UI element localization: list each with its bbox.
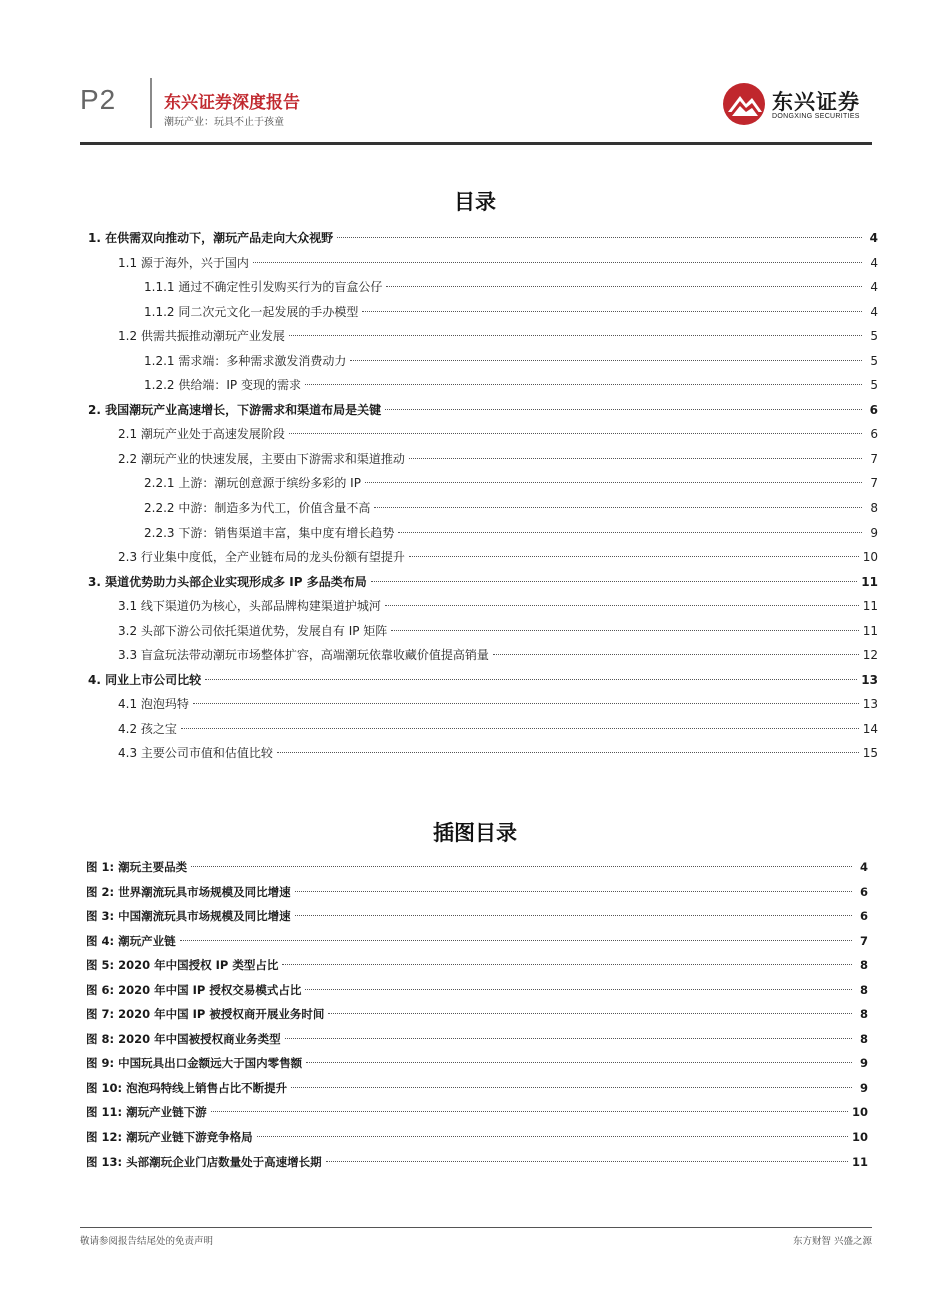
toc-entry[interactable]: [88, 643, 878, 668]
figure-entry[interactable]: [86, 1150, 868, 1175]
dot-leader: [295, 915, 852, 916]
dot-leader: [374, 507, 862, 508]
toc-entry[interactable]: [88, 398, 878, 423]
toc-entry-label: 1.1.2 同二次元文化一起发展的手办模型: [144, 300, 360, 325]
toc-list: [88, 226, 878, 766]
figure-entry-page: 8: [859, 958, 868, 973]
toc-entry-label: 1.1.1 通过不确定性引发购买行为的盲盒公仔: [144, 275, 384, 300]
toc-entry-page: 5: [870, 329, 878, 344]
page-header: [80, 74, 872, 146]
toc-entry-label: 1.2.1 需求端：多种需求激发消费动力: [144, 349, 348, 374]
toc-entry[interactable]: [88, 692, 878, 717]
toc-entry[interactable]: [88, 324, 878, 349]
toc-entry[interactable]: [88, 349, 878, 374]
dot-leader: [328, 1013, 852, 1014]
dot-leader: [291, 1087, 852, 1088]
toc-entry[interactable]: [88, 275, 878, 300]
figure-entry-label: 图 12: 潮玩产业链下游竞争格局: [86, 1125, 255, 1150]
dot-leader: [305, 989, 852, 990]
toc-entry[interactable]: [88, 300, 878, 325]
logo-text: 东兴证券: [772, 90, 860, 114]
dot-leader: [385, 409, 862, 410]
figure-entry-label: 图 8: 2020 年中国被授权商业务类型: [86, 1027, 283, 1052]
toc-entry-page: 7: [870, 476, 878, 491]
toc-entry[interactable]: [88, 447, 878, 472]
dot-leader: [295, 891, 852, 892]
dot-leader: [257, 1136, 848, 1137]
toc-entry-label: 2.2 潮玩产业的快速发展，主要由下游需求和渠道推动: [118, 447, 407, 472]
toc-entry-label: 3.1 线下渠道仍为核心，头部品牌构建渠道护城河: [118, 594, 383, 619]
toc-entry-label: 1.2.2 供给端：IP 变现的需求: [144, 373, 303, 398]
figure-entry[interactable]: [86, 855, 868, 880]
toc-entry-page: 4: [869, 231, 878, 245]
figure-entry-page: 6: [859, 909, 868, 924]
toc-entry-label: 4.2 孩之宝: [118, 717, 179, 742]
toc-entry[interactable]: [88, 545, 878, 570]
figure-entry-page: 10: [851, 1105, 868, 1120]
toc-entry[interactable]: [88, 570, 878, 595]
figure-entry-page: 8: [859, 1007, 868, 1022]
logo-mark-icon: [722, 82, 766, 126]
figure-entry-label: 图 13: 头部潮玩企业门店数量处于高速增长期: [86, 1150, 324, 1175]
toc-entry[interactable]: [88, 521, 878, 546]
dot-leader: [398, 532, 862, 533]
figure-entry[interactable]: [86, 904, 868, 929]
toc-entry-page: 11: [862, 599, 878, 614]
logo-english: DONGXING SECURITIES: [772, 113, 860, 120]
dot-leader: [306, 1062, 852, 1063]
figure-entry[interactable]: [86, 1125, 868, 1150]
toc-entry-label: 1.2 供需共振推动潮玩产业发展: [118, 324, 287, 349]
figure-entry-label: 图 2: 世界潮流玩具市场规模及同比增速: [86, 880, 293, 905]
toc-entry-page: 10: [862, 550, 878, 565]
dot-leader: [337, 237, 862, 238]
figure-list: [86, 855, 868, 1174]
toc-entry-label: 2.3 行业集中度低，全产业链布局的龙头份额有望提升: [118, 545, 407, 570]
figure-entry-label: 图 7: 2020 年中国 IP 被授权商开展业务时间: [86, 1002, 326, 1027]
figure-entry-label: 图 5: 2020 年中国授权 IP 类型占比: [86, 953, 280, 978]
toc-entry-label: 4.3 主要公司市值和估值比较: [118, 741, 275, 766]
toc-entry[interactable]: [88, 717, 878, 742]
toc-entry-label: 2.2.2 中游：制造多为代工，价值含量不高: [144, 496, 372, 521]
figure-entry-label: 图 3: 中国潮流玩具市场规模及同比增速: [86, 904, 293, 929]
toc-entry-label: 3.3 盲盒玩法带动潮玩市场整体扩容，高端潮玩依靠收藏价值提高销量: [118, 643, 491, 668]
dot-leader: [409, 556, 859, 557]
dot-leader: [371, 581, 858, 582]
toc-entry-page: 9: [870, 525, 878, 540]
toc-entry-page: 13: [861, 672, 878, 687]
toc-entry-page: 4: [870, 280, 878, 295]
dot-leader: [365, 482, 862, 483]
toc-entry-page: 13: [862, 697, 878, 712]
report-subtitle: 潮玩产业：玩具不止于孩童: [164, 117, 284, 128]
toc-entry-label: 3.2 头部下游公司依托渠道优势，发展自有 IP 矩阵: [118, 619, 389, 644]
toc-entry-page: 6: [870, 427, 878, 442]
figure-entry-page: 9: [859, 1080, 868, 1095]
figure-entry[interactable]: [86, 1076, 868, 1101]
footer-disclaimer: 敬请参阅报告结尾处的免责声明: [80, 1236, 214, 1247]
figure-entry-page: 9: [859, 1056, 868, 1071]
toc-entry-page: 14: [862, 721, 878, 736]
dot-leader: [253, 262, 862, 263]
toc-entry[interactable]: [88, 471, 878, 496]
dot-leader: [391, 630, 858, 631]
figure-entry[interactable]: [86, 929, 868, 954]
company-logo: [722, 80, 872, 128]
report-title: 东兴证券深度报告: [164, 93, 300, 113]
figure-entry[interactable]: [86, 1027, 868, 1052]
figure-entry[interactable]: [86, 880, 868, 905]
dot-leader: [289, 433, 862, 434]
dot-leader: [180, 940, 852, 941]
dot-leader: [326, 1161, 848, 1162]
dot-leader: [493, 654, 859, 655]
dot-leader: [282, 964, 852, 965]
dot-leader: [205, 679, 857, 680]
toc-entry-page: 6: [869, 402, 878, 417]
toc-entry-page: 7: [870, 451, 878, 466]
dot-leader: [385, 605, 859, 606]
toc-entry-label: 2.2.1 上游：潮玩创意源于缤纷多彩的 IP: [144, 471, 363, 496]
figure-entry-page: 4: [859, 860, 868, 874]
toc-entry-label: 4.1 泡泡玛特: [118, 692, 191, 717]
dot-leader: [191, 866, 852, 867]
figure-entry-page: 10: [851, 1130, 868, 1145]
figure-entry-page: 11: [851, 1154, 868, 1169]
figure-entry[interactable]: [86, 978, 868, 1003]
toc-entry-page: 11: [862, 623, 878, 638]
figure-entry-label: 图 4: 潮玩产业链: [86, 929, 178, 954]
figure-entry-page: 8: [859, 1031, 868, 1046]
toc-entry[interactable]: [88, 594, 878, 619]
toc-entry-page: 4: [870, 255, 878, 270]
dot-leader: [386, 286, 862, 287]
figure-entry-label: 图 11: 潮玩产业链下游: [86, 1100, 209, 1125]
toc-entry-label: 2. 我国潮玩产业高速增长，下游需求和渠道布局是关键: [88, 398, 383, 423]
figure-entry[interactable]: [86, 1051, 868, 1076]
toc-entry-label: 3. 渠道优势助力头部企业实现形成多 IP 多品类布局: [88, 570, 369, 595]
toc-title: 目录: [454, 190, 496, 214]
toc-entry[interactable]: [88, 619, 878, 644]
toc-entry-page: 11: [861, 574, 878, 589]
figure-entry-page: 8: [859, 982, 868, 997]
toc-entry-page: 4: [870, 304, 878, 319]
toc-entry-page: 12: [862, 648, 878, 663]
figure-entry-label: 图 10: 泡泡玛特线上销售占比不断提升: [86, 1076, 289, 1101]
toc-entry-label: 1. 在供需双向推动下，潮玩产品走向大众视野: [88, 226, 335, 251]
figure-entry-page: 6: [859, 884, 868, 899]
toc-entry[interactable]: [88, 668, 878, 693]
dot-leader: [277, 752, 859, 753]
dot-leader: [350, 360, 862, 361]
toc-entry[interactable]: [88, 741, 878, 766]
figure-entry-label: 图 9: 中国玩具出口金额远大于国内零售额: [86, 1051, 304, 1076]
dot-leader: [285, 1038, 852, 1039]
toc-entry-page: 8: [870, 501, 878, 516]
toc-entry-label: 2.1 潮玩产业处于高速发展阶段: [118, 422, 287, 447]
header-rule: [80, 142, 872, 145]
footer-rule: [80, 1227, 872, 1228]
figure-entry[interactable]: [86, 953, 868, 978]
dot-leader: [409, 458, 862, 459]
toc-entry-label: 2.2.3 下游：销售渠道丰富，集中度有增长趋势: [144, 521, 396, 546]
figure-entry-label: 图 1: 潮玩主要品类: [86, 855, 189, 880]
page-number: P2: [80, 84, 117, 115]
header-divider: [150, 78, 152, 128]
dot-leader: [289, 335, 862, 336]
figure-entry[interactable]: [86, 1002, 868, 1027]
dot-leader: [305, 384, 862, 385]
toc-entry-page: 15: [862, 746, 878, 761]
toc-entry[interactable]: [88, 373, 878, 398]
figure-entry-page: 7: [859, 933, 868, 948]
toc-entry-label: 1.1 源于海外，兴于国内: [118, 251, 251, 276]
toc-entry[interactable]: [88, 251, 878, 276]
toc-entry-page: 5: [870, 378, 878, 393]
toc-entry[interactable]: [88, 226, 878, 251]
dot-leader: [362, 311, 862, 312]
toc-entry[interactable]: [88, 422, 878, 447]
footer-slogan: 东方财智 兴盛之源: [792, 1236, 872, 1247]
toc-entry-page: 5: [870, 353, 878, 368]
dot-leader: [181, 728, 859, 729]
figures-title: 插图目录: [433, 821, 517, 845]
dot-leader: [211, 1111, 848, 1112]
figure-entry-label: 图 6: 2020 年中国 IP 授权交易模式占比: [86, 978, 303, 1003]
figure-entry[interactable]: [86, 1100, 868, 1125]
toc-entry-label: 4. 同业上市公司比较: [88, 668, 203, 693]
toc-entry[interactable]: [88, 496, 878, 521]
dot-leader: [193, 703, 859, 704]
